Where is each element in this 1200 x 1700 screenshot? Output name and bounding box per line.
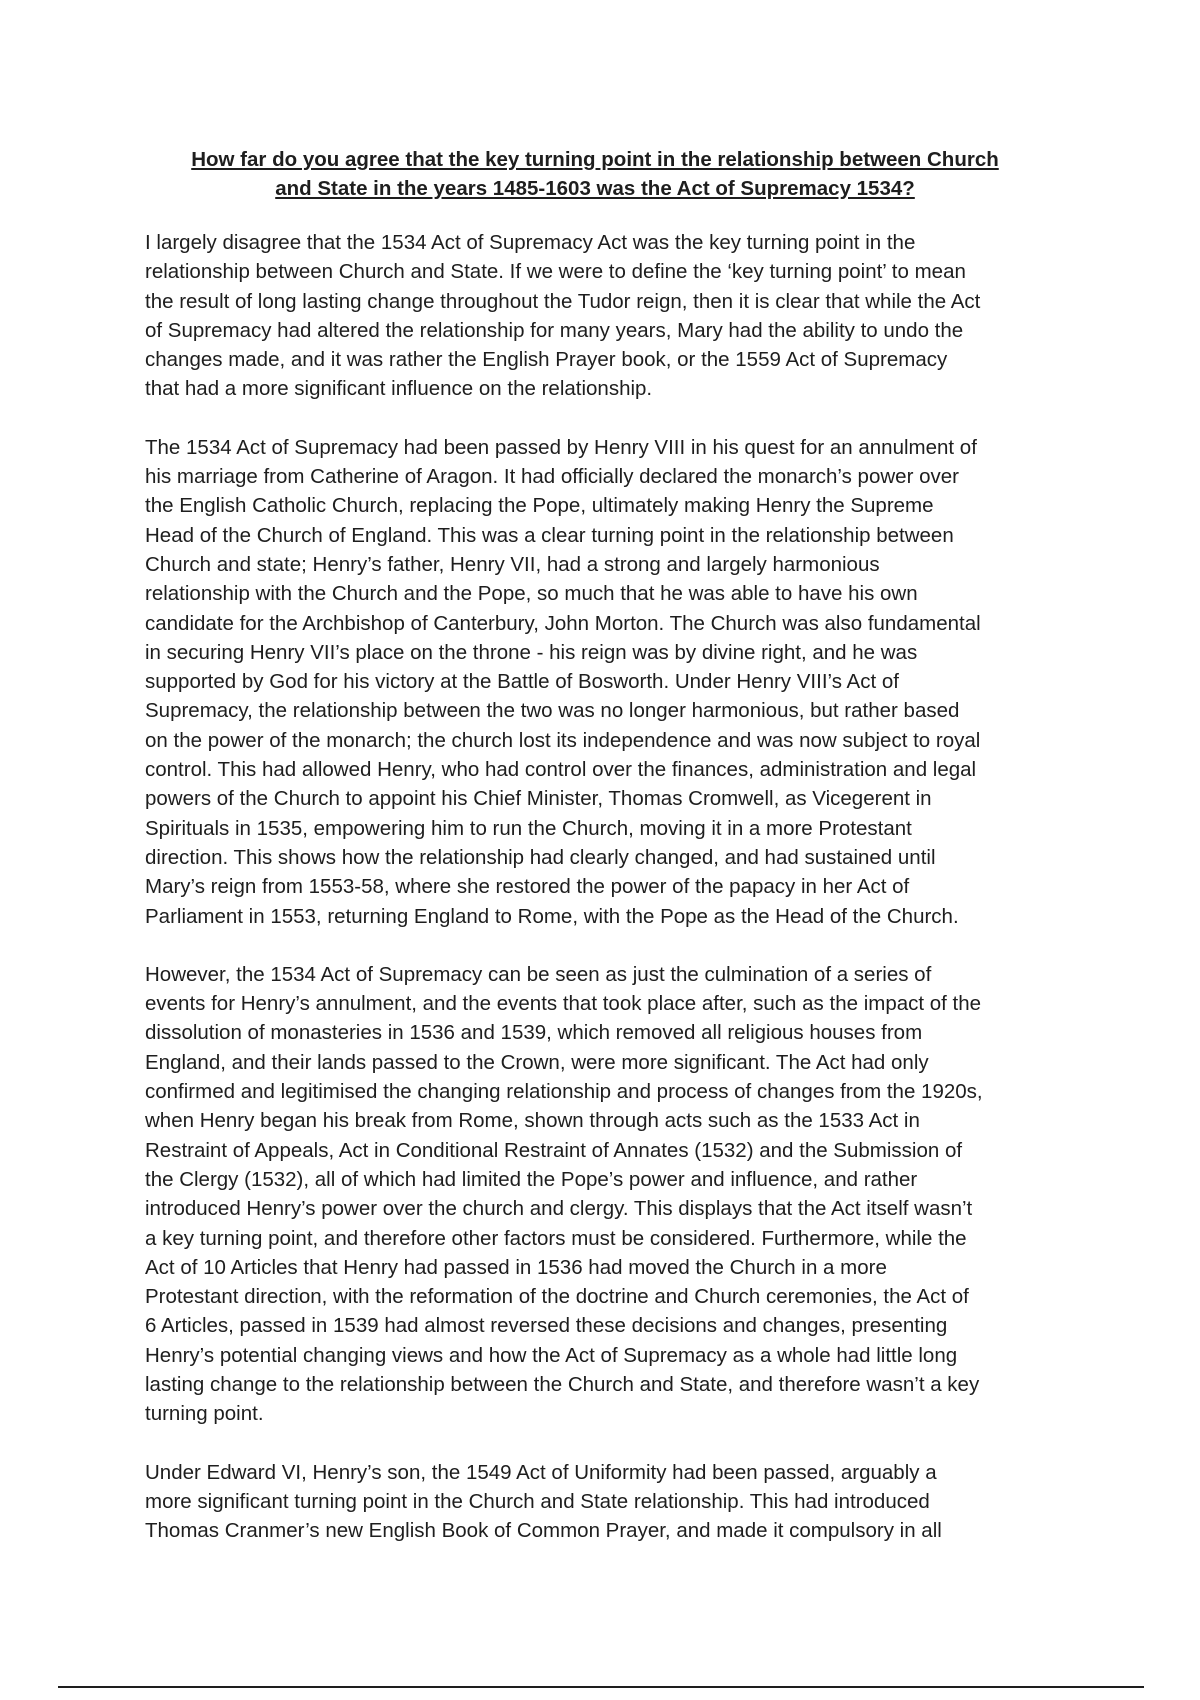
text-line: confirmed and legitimised the changing relationship and process of changes from the 1920s, (145, 1080, 983, 1104)
text-line: Restraint of Appeals, Act in Conditional Restraint of Annates (1532) and the Submission of (145, 1138, 963, 1162)
text-line: Protestant direction, with the reformation of the doctrine and Church ceremonies, the Act of (145, 1285, 969, 1309)
paragraph-edward-vi (145, 1458, 1075, 1546)
text-line: Church and state; Henry’s father, Henry VII, had a strong and largely harmonious (145, 552, 880, 576)
text-line: Act of 10 Articles that Henry had passed in 1536 had moved the Church in a more (145, 1255, 887, 1279)
text-line: on the power of the monarch; the church lost its independence and was now subject to royal (145, 728, 981, 752)
text-line: changes made, and it was rather the English Prayer book, or the 1559 Act of Supremacy (145, 348, 948, 372)
text-line: his marriage from Catherine of Aragon. It had officially declared the monarch’s power over (145, 465, 959, 489)
text-line: candidate for the Archbishop of Canterbury, John Morton. The Church was also fundamental (145, 611, 981, 635)
text-line: control. This had allowed Henry, who had control over the finances, administration and legal (145, 758, 977, 782)
footer-divider (58, 1686, 1144, 1688)
essay-body (145, 228, 1075, 1574)
essay-title (145, 145, 1045, 203)
text-line: that had a more significant influence on the relationship. (145, 377, 653, 401)
text-line: relationship with the Church and the Pope, so much that he was able to have his own (145, 582, 918, 606)
text-line: events for Henry’s annulment, and the events that took place after, such as the impact of the (145, 992, 982, 1016)
text-line: 6 Articles, passed in 1539 had almost reversed these decisions and changes, presenting (145, 1314, 948, 1338)
title-line: How far do you agree that the key turning point in the relationship between Church (191, 148, 999, 171)
text-line: introduced Henry’s power over the church and clergy. This displays that the Act itself wasn’t (145, 1197, 973, 1221)
paragraph-act-of-supremacy (145, 433, 1075, 931)
text-line: the English Catholic Church, replacing the Pope, ultimately making Henry the Supreme (145, 494, 934, 518)
paragraph-counter-argument (145, 960, 1075, 1429)
text-line: The 1534 Act of Supremacy had been passed by Henry VIII in his quest for an annulment of (145, 435, 977, 459)
text-line: when Henry began his break from Rome, shown through acts such as the 1533 Act in (145, 1109, 920, 1133)
text-line: turning point. (145, 1402, 264, 1426)
text-line: relationship between Church and State. If we were to define the ‘key turning point’ to mean (145, 260, 966, 284)
paragraph-introduction (145, 228, 1075, 404)
text-line: Thomas Cranmer’s new English Book of Common Prayer, and made it compulsory in all (145, 1519, 942, 1543)
text-line: I largely disagree that the 1534 Act of Supremacy Act was the key turning point in the (145, 231, 916, 254)
text-line: Under Edward VI, Henry’s son, the 1549 Act of Uniformity had been passed, arguably a (145, 1460, 937, 1484)
text-line: powers of the Church to appoint his Chief Minister, Thomas Cromwell, as Vicegerent in (145, 787, 932, 811)
text-line: Henry’s potential changing views and how the Act of Supremacy as a whole had little long (145, 1343, 958, 1367)
text-line: lasting change to the relationship between the Church and State, and therefore wasn’t a key (145, 1372, 980, 1396)
text-line: the result of long lasting change throughout the Tudor reign, then it is clear that while the Act (145, 289, 981, 313)
title-line: and State in the years 1485-1603 was the Act of Supremacy 1534? (275, 177, 915, 200)
text-line: Parliament in 1553, returning England to Rome, with the Pope as the Head of the Church. (145, 904, 959, 928)
text-line: Spirituals in 1535, empowering him to run the Church, moving it in a more Protestant (145, 816, 912, 840)
text-line: the Clergy (1532), all of which had limited the Pope’s power and influence, and rather (145, 1167, 918, 1191)
text-line: Head of the Church of England. This was a clear turning point in the relationship between (145, 523, 954, 547)
text-line: Mary’s reign from 1553-58, where she restored the power of the papacy in her Act of (145, 875, 910, 899)
text-line: Supremacy, the relationship between the two was no longer harmonious, but rather based (145, 699, 960, 723)
text-line: in securing Henry VII’s place on the throne - his reign was by divine right, and he was (145, 640, 918, 664)
text-line: of Supremacy had altered the relationship for many years, Mary had the ability to undo the (145, 318, 964, 342)
text-line: dissolution of monasteries in 1536 and 1539, which removed all religious houses from (145, 1021, 923, 1045)
text-line: a key turning point, and therefore other factors must be considered. Furthermore, while the (145, 1226, 967, 1250)
text-line: more significant turning point in the Church and State relationship. This had introduced (145, 1489, 930, 1513)
text-line: supported by God for his victory at the Battle of Bosworth. Under Henry VIII’s Act of (145, 670, 899, 694)
text-line: However, the 1534 Act of Supremacy can be seen as just the culmination of a series of (145, 962, 932, 986)
text-line: England, and their lands passed to the Crown, were more significant. The Act had only (145, 1050, 929, 1074)
text-line: direction. This shows how the relationship had clearly changed, and had sustained until (145, 845, 936, 869)
